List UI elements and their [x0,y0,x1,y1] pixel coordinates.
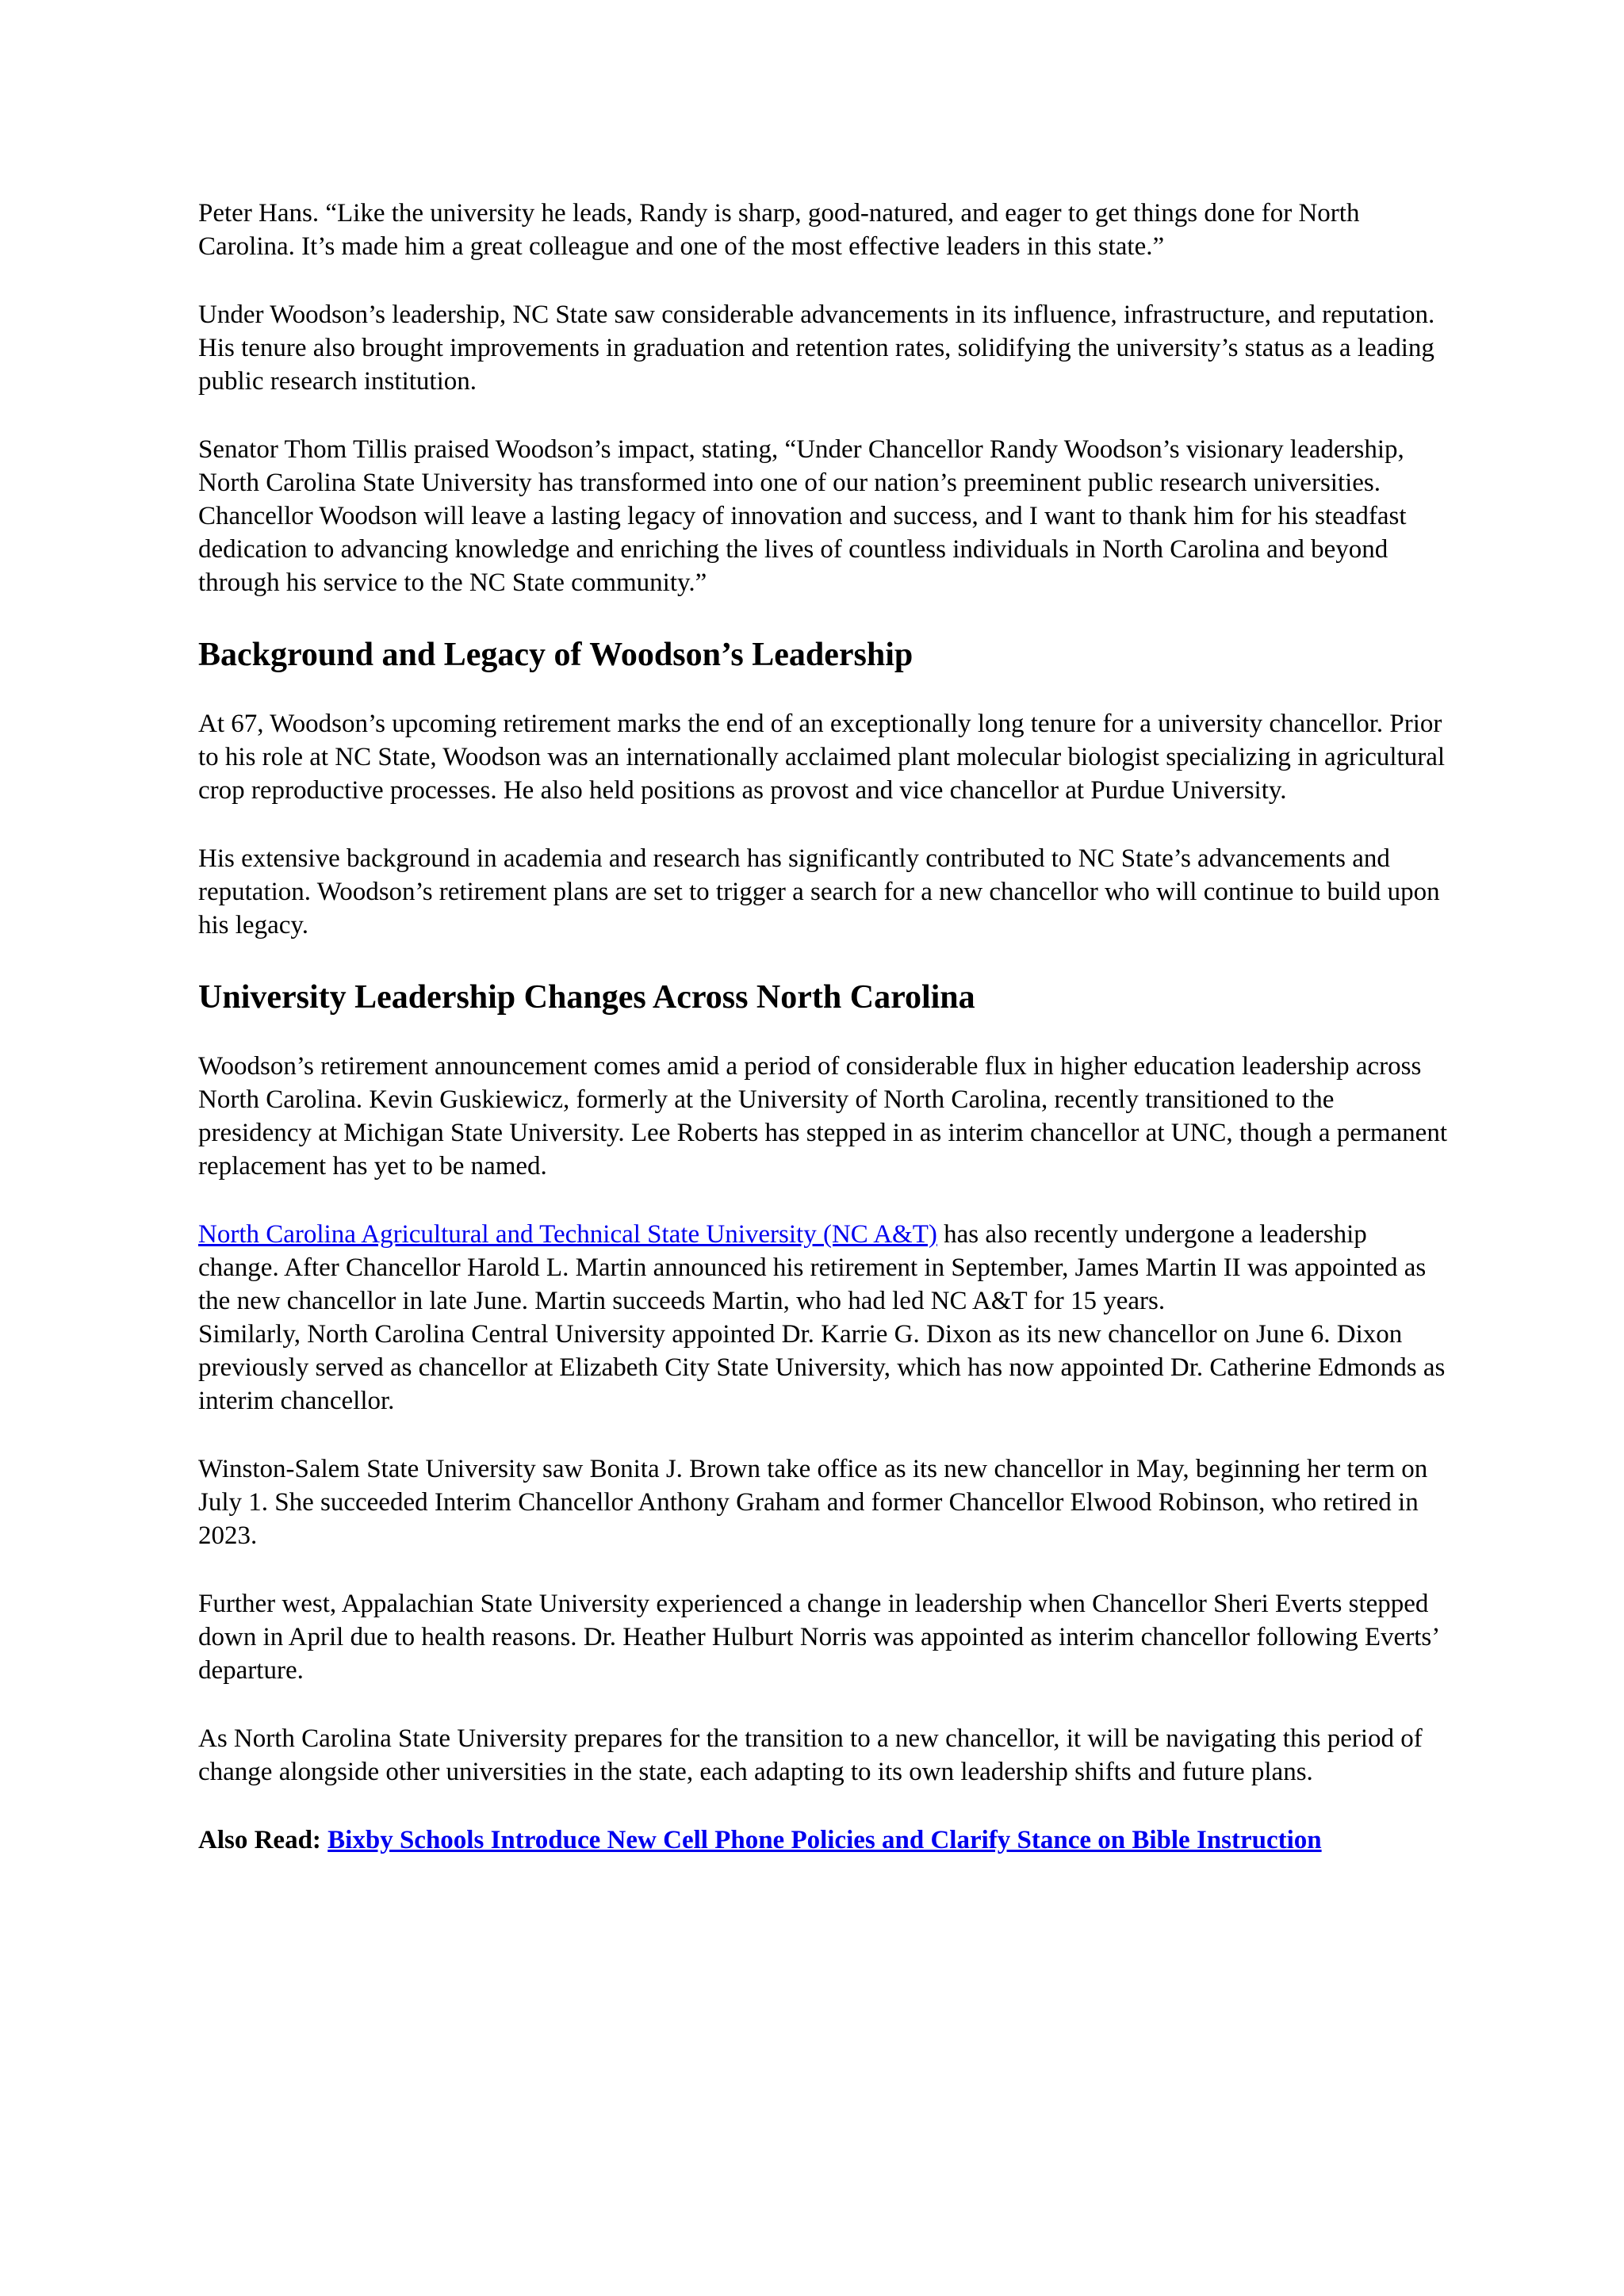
paragraph-woodson-retirement: His extensive background in academia and research has significantly contributed to NC State’s advancements and reputation. Woodson’s retirement plans are set to trigger a search for a new chancellor who will continue to build upon his legacy. [198,844,1440,939]
heading-leadership-changes: University Leadership Changes Across North Carolina [198,979,975,1016]
paragraph-nc-at [198,1218,1451,1318]
also-read-link[interactable]: Bixby Schools Introduce New Cell Phone Policies and Clarify Stance on Bible Instruction [327,1826,1322,1854]
paragraph-hans-quote: Peter Hans. “Like the university he leads, Randy is sharp, good-natured, and eager to get things done for North Carolina. It’s made him a great colleague and one of the most effective leaders in this state.” [198,199,1360,261]
paragraph-woodson-leadership: Under Woodson’s leadership, NC State saw considerable advancements in its influence, infrastructure, and reputation. His tenure also brought improvements in graduation and retention rates, solidifying the university’s status as a leading public research institution. [198,300,1435,396]
heading-background-legacy: Background and Legacy of Woodson’s Leadership [198,637,914,673]
paragraph-nc-at-text: has also recently undergone a leadership change. After Chancellor Harold L. Martin announced his retirement in September, James Martin II was appointed as the new chancellor in late June. Martin succeeds Martin, who had led NC A&T for 15 years. [198,1220,1427,1315]
paragraph-wssu: Winston-Salem State University saw Bonita J. Brown take office as its new chancellor in May, beginning her term on July 1. She succeeded Interim Chancellor Anthony Graham and former Chancellor Elwood Robinson, who retired in 2023. [198,1455,1428,1550]
nc-at-link[interactable]: North Carolina Agricultural and Technical State University (NC A&T) [198,1220,937,1249]
paragraph-leadership-flux: Woodson’s retirement announcement comes amid a period of considerable flux in higher education leadership across North Carolina. Kevin Guskiewicz, formerly at the University of North Carolina, recently transitioned to the presidency at Michigan State University. Lee Roberts has stepped in as interim chancellor at UNC, though a permanent replacement has yet to be named. [198,1052,1447,1181]
paragraph-woodson-background: At 67, Woodson’s upcoming retirement marks the end of an exceptionally long tenure for a university chancellor. Prior to his role at NC State, Woodson was an internationally acclaimed plant molecular biologist specializing in agricultural crop reproductive processes. He also held positions as provost and vice chancellor at Purdue University. [198,710,1446,805]
paragraph-appstate: Further west, Appalachian State University experienced a change in leadership when Chancellor Sheri Everts stepped down in April due to health reasons. Dr. Heather Hulburt Norris was appointed as interim chancellor following Everts’ departure. [198,1590,1438,1685]
also-read-label: Also Read: [198,1826,328,1854]
paragraph-nccu: Similarly, North Carolina Central University appointed Dr. Karrie G. Dixon as its new chancellor on June 6. Dixon previously served as chancellor at Elizabeth City State University, which has now appointed Dr. Catherine Edmonds as interim chancellor. [198,1320,1446,1415]
paragraph-tillis-quote: Senator Thom Tillis praised Woodson’s impact, stating, “Under Chancellor Randy Woodson’s visionary leadership, North Carolina State University has transformed into one of our nation’s preeminent public research universities. Chancellor Woodson will leave a lasting legacy of innovation and success, and I want to thank him for his steadfast dedication to advancing knowledge and enriching the lives of countless individuals in North Carolina and beyond through his service to the NC State community.” [198,435,1407,597]
paragraph-ncsu-transition: As North Carolina State University prepares for the transition to a new chancellor, it will be navigating this period of change alongside other universities in the state, each adapting to its own leadership shifts and future plans. [198,1724,1423,1786]
article-body [198,197,1451,1892]
also-read [198,1823,1451,1857]
